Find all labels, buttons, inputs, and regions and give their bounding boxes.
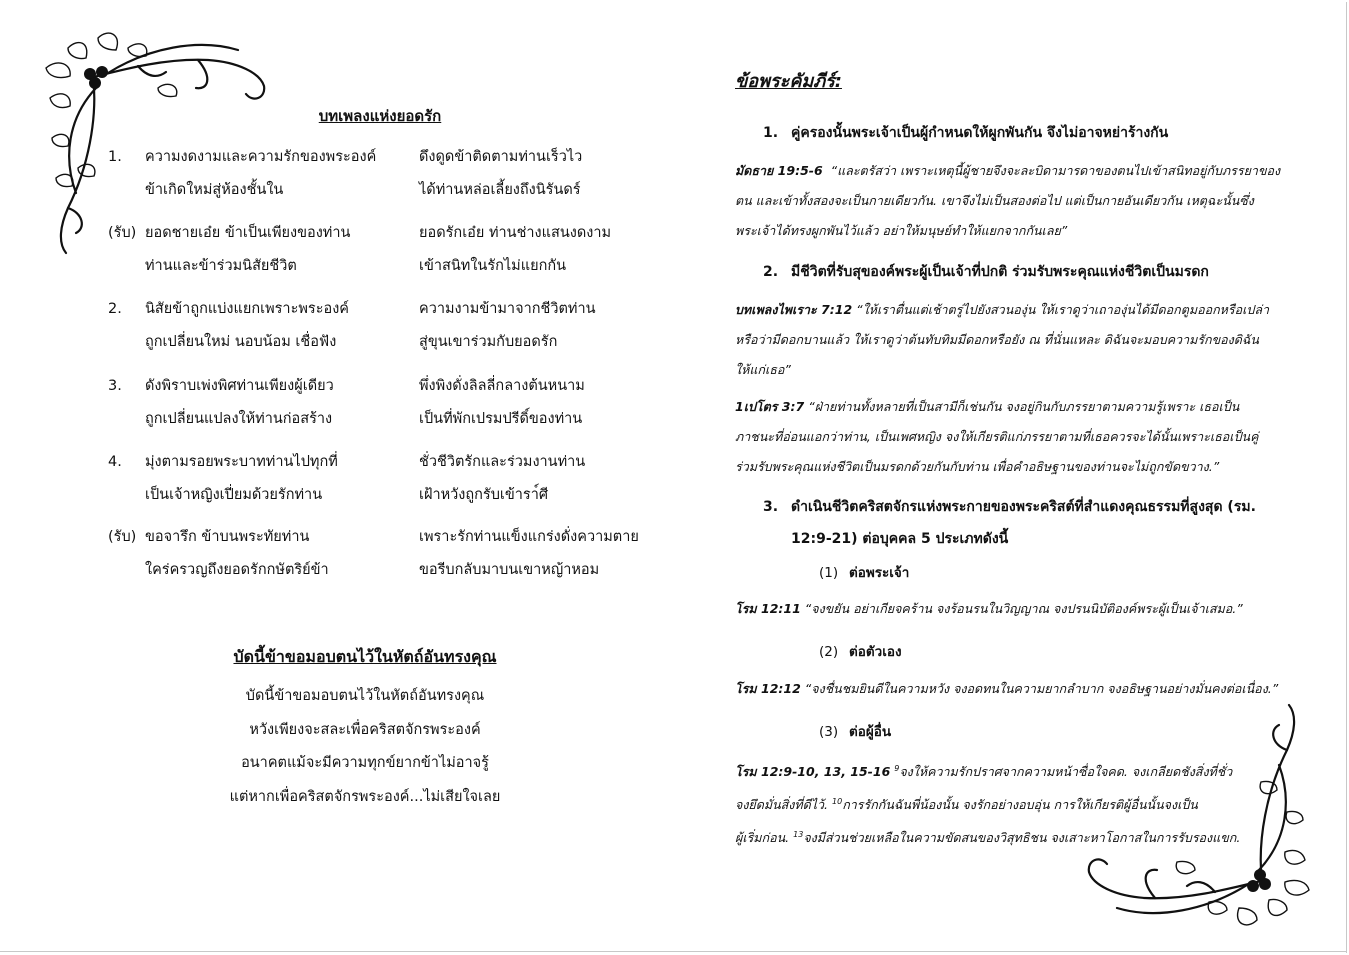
- poem-line: บัดนี้ข้าขอมอบตนไว้ในหัตถ์อันทรงคุณ: [245, 688, 485, 704]
- sub-text: ต่อพระเจ้า: [849, 565, 910, 581]
- verse-reference: บทเพลงไพเราะ 7:12: [735, 302, 853, 317]
- song-title: บทเพลงแห่งยอดรัก: [318, 107, 442, 125]
- sub-number: (2): [819, 644, 839, 660]
- sub-point-2: [819, 640, 902, 662]
- verse-text: หรือว่ามีดอกบานแล้ว ให้เราดูว่าต้นทับทิมมีดอกหรือยัง ณ ที่นั่นแหละ ดิฉันจะมอบความรักของดิฉัน: [735, 332, 1259, 347]
- verse-text: ผู้เริ่มก่อน.: [735, 830, 794, 846]
- verse-number-sup: 13: [793, 830, 804, 840]
- point-number: 1.: [763, 125, 779, 141]
- verse-line: พึ่งพิงดั่งลิลลี่กลางต้นหนาม: [419, 378, 585, 394]
- point-number: 2.: [763, 264, 779, 280]
- verse-line: เข้าสนิทในรักไม่แยกกัน: [419, 258, 567, 274]
- verse-text: ให้แก่เธอ”: [735, 362, 791, 377]
- verse-line: ความงดงามและความรักของพระองค์: [145, 149, 377, 165]
- point-number: 3.: [763, 499, 779, 515]
- verse-number: (รับ): [108, 529, 137, 545]
- verse-line: ชั่วชีวิตรักและร่วมงานท่าน: [419, 454, 586, 470]
- point-1: [763, 122, 1168, 144]
- verse-line: ถูกเปลี่ยนแปลงให้ท่านก่อสร้าง: [145, 411, 333, 427]
- sub-number: (3): [819, 724, 839, 740]
- verse-text: ร่วมรับพระคุณแห่งชีวิตเป็นมรดกด้วยกันกับท่าน เพื่อคำอธิษฐานของท่านจะไม่ถูกขัดขวาง.”: [735, 459, 1220, 474]
- point-text: คู่ครองนั้นพระเจ้าเป็นผู้กำหนดให้ผูกพันกัน จึงไม่อาจหย่าร้างกัน: [791, 125, 1169, 141]
- point-text: มีชีวิตที่รับสุของค์พระผู้เป็นเจ้าที่ปกติ ร่วมรับพระคุณแห่งชีวิตเป็นมรดก: [791, 264, 1209, 280]
- poem-title: บัดนี้ข้าขอมอบตนไว้ในหัตถ์อันทรงคุณ: [233, 647, 497, 666]
- verse-reference: มัดธาย 19:5-6: [735, 163, 823, 178]
- verse-block-6: [735, 754, 1241, 853]
- verse-reference: โรม 12:11: [735, 601, 801, 616]
- poem: [170, 680, 560, 814]
- verse-text: ภาชนะที่อ่อนแอกว่าท่าน, เป็นเพศหญิง จงให้เกียรติแก่ภรรยาตามที่เธอควรจะได้นั้นเพราะเธอเป็นคู่: [735, 429, 1259, 444]
- page-border-right: [1346, 2, 1347, 953]
- verse-line: สู่ขุนเขาร่วมกับยอดรัก: [419, 334, 558, 350]
- verse-block-1: [735, 156, 1281, 246]
- verse-line: ดังพิราบเพ่งพิศท่านเพียงผู้เดียว: [145, 378, 334, 394]
- verse-line: เป็นที่พักเปรมปรีดิ์ของท่าน: [419, 411, 583, 427]
- verse-text: จงให้ความรักปราศจากความหน้าซื่อใจคด. จงเกลียดชังสิ่งที่ชั่ว: [899, 764, 1233, 780]
- verse-text: “และตรัสว่า เพราะเหตุนี้ผู้ชายจึงจะละบิดามารดาของตนไปเข้าสนิทอยู่กับภรรยาของ: [830, 163, 1281, 178]
- verse-text: “จงชื่นชมยินดีในความหวัง จงอดทนในความยากลำบาก จงอธิษฐานอย่างมั่นคงต่อเนื่อง.”: [804, 681, 1279, 696]
- verse-number: 1.: [108, 149, 122, 165]
- verse-reference: 1เปโตร 3:7: [735, 399, 805, 414]
- poem-line: แต่หากเพื่อคริสตจักรพระองค์...ไม่เสียใจเลย: [229, 788, 501, 805]
- verse-text: “ให้เราตื่นแต่เช้าตรู่ไปยังสวนองุ่น ให้เราดูว่าเถาองุ่นได้มีดอกตูมออกหรือเปล่า: [856, 302, 1270, 317]
- verse-reference: โรม 12:12: [735, 681, 801, 696]
- point-2: [763, 261, 1209, 283]
- verse-text: “จงขยัน อย่าเกียจคร้าน จงร้อนรนในวิญญาณ จงปรนนิบัติองค์พระผู้เป็นเจ้าเสมอ.”: [804, 601, 1243, 616]
- verse-number: 4.: [108, 454, 122, 470]
- verse-block-5: [735, 674, 1279, 704]
- poem-line: อนาคตแม้จะมีความทุกข์ยากข้าไม่อาจรู้: [241, 755, 489, 771]
- verse-line: ความงามข้ามาจากชีวิตท่าน: [419, 301, 596, 317]
- verse-line: ข้าเกิดใหม่สู่ห้องชั้นใน: [145, 182, 284, 198]
- poem-line: หวังเพียงจะสละเพื่อคริสตจักรพระองค์: [249, 721, 481, 738]
- point-text: ดำเนินชีวิตคริสตจักรแห่งพระกายของพระคริสต์ที่สำแดงคุณธรรมที่สูงสุด (รม.: [791, 499, 1256, 515]
- verse-line: ยอดรักเอ๋ย ท่านช่างแสนงดงาม: [419, 225, 612, 241]
- verse-line: ถูกเปลี่ยนใหม่ นอบน้อม เชื่อฟัง: [145, 334, 337, 350]
- verse-line: ใคร่ครวญถึงยอดรักกษัตริย์ข้า: [145, 562, 329, 578]
- verse-line: ท่านและข้าร่วมนิสัยชีวิต: [145, 258, 297, 274]
- verse-line: เป็นเจ้าหญิงเปี่ยมด้วยรักท่าน: [145, 487, 323, 503]
- verse-number: 2.: [108, 301, 122, 317]
- verse-text: การรักกันฉันพี่น้องนั้น จงรักอย่างอบอุ่น การให้เกียรติผู้อื่นนั้นจงเป็น: [842, 797, 1198, 813]
- verse-line: เพราะรักท่านแข็งแกร่งดั่งความตาย: [419, 529, 639, 545]
- sub-point-3: [819, 720, 891, 742]
- verse-line: นิสัยข้าถูกแบ่งแยกเพราะพระองค์: [145, 301, 349, 317]
- verse-line: เฝ้าหวังถูกรับเข้ารา์ศี: [419, 487, 549, 503]
- point-3: [763, 496, 1256, 518]
- verse-line: ขอรีบกลับมาบนเขาหญ้าหอม: [419, 562, 600, 578]
- verse-text: “ฝ่ายท่านทั้งหลายที่เป็นสามีก็เช่นกัน จงอยู่กินกับภรรยาตามความรู้เพราะ เธอเป็น: [808, 399, 1240, 414]
- sub-text: ต่อผู้อื่น: [849, 724, 892, 740]
- verse-line: ได้ท่านหล่อเลี้ยงถึงนิรันดร์: [419, 182, 581, 198]
- verse-text: จงมีส่วนช่วยเหลือในความขัดสนของวิสุทธิชน จงเสาะหาโอกาสในการรับรองแขก.: [803, 830, 1241, 846]
- sub-point-1: [819, 561, 909, 583]
- verse-number: (รับ): [108, 225, 137, 241]
- verse-line: ดึงดูดข้าติดตามท่านเร็วไว: [419, 149, 583, 165]
- sub-number: (1): [819, 565, 839, 581]
- verse-number: 3.: [108, 378, 122, 394]
- verse-line: มุ่งตามรอยพระบาทท่านไปทุกที่: [145, 454, 338, 470]
- verse-number-sup: 10: [832, 797, 843, 807]
- verse-block-4: [735, 594, 1275, 624]
- verse-text: ตน และเข้าทั้งสองจะเป็นกายเดียวกัน. เขาจึงไม่เป็นสองต่อไป แต่เป็นกายอันเดียวกัน เหตุฉะนั้นซึ่ง: [735, 193, 1254, 208]
- sub-text: ต่อตัวเอง: [849, 644, 902, 660]
- verse-number-sup: 9: [894, 764, 900, 773]
- verse-block-3: [735, 392, 1275, 482]
- verse-line: ยอดชายเอ๋ย ข้าเป็นเพียงของท่าน: [145, 225, 351, 241]
- point-3-cont: 12:9-21) ต่อบุคคล 5 ประเภทดังนี้: [791, 531, 1009, 547]
- verse-text: จงยึดมั่นสิ่งที่ดีไว้.: [735, 797, 832, 813]
- verse-block-2: [735, 295, 1275, 385]
- verse-text: พระเจ้าได้ทรงผูกพันไว้แล้ว อย่าให้มนุษย์ทำให้แยกจากกันเลย”: [735, 223, 1068, 238]
- scripture-heading: ข้อพระคัมภีร์:: [735, 71, 842, 92]
- verse-line: ขอจารึก ข้าบนพระทัยท่าน: [145, 529, 310, 545]
- verse-reference: โรม 12:9-10, 13, 15-16: [735, 764, 891, 780]
